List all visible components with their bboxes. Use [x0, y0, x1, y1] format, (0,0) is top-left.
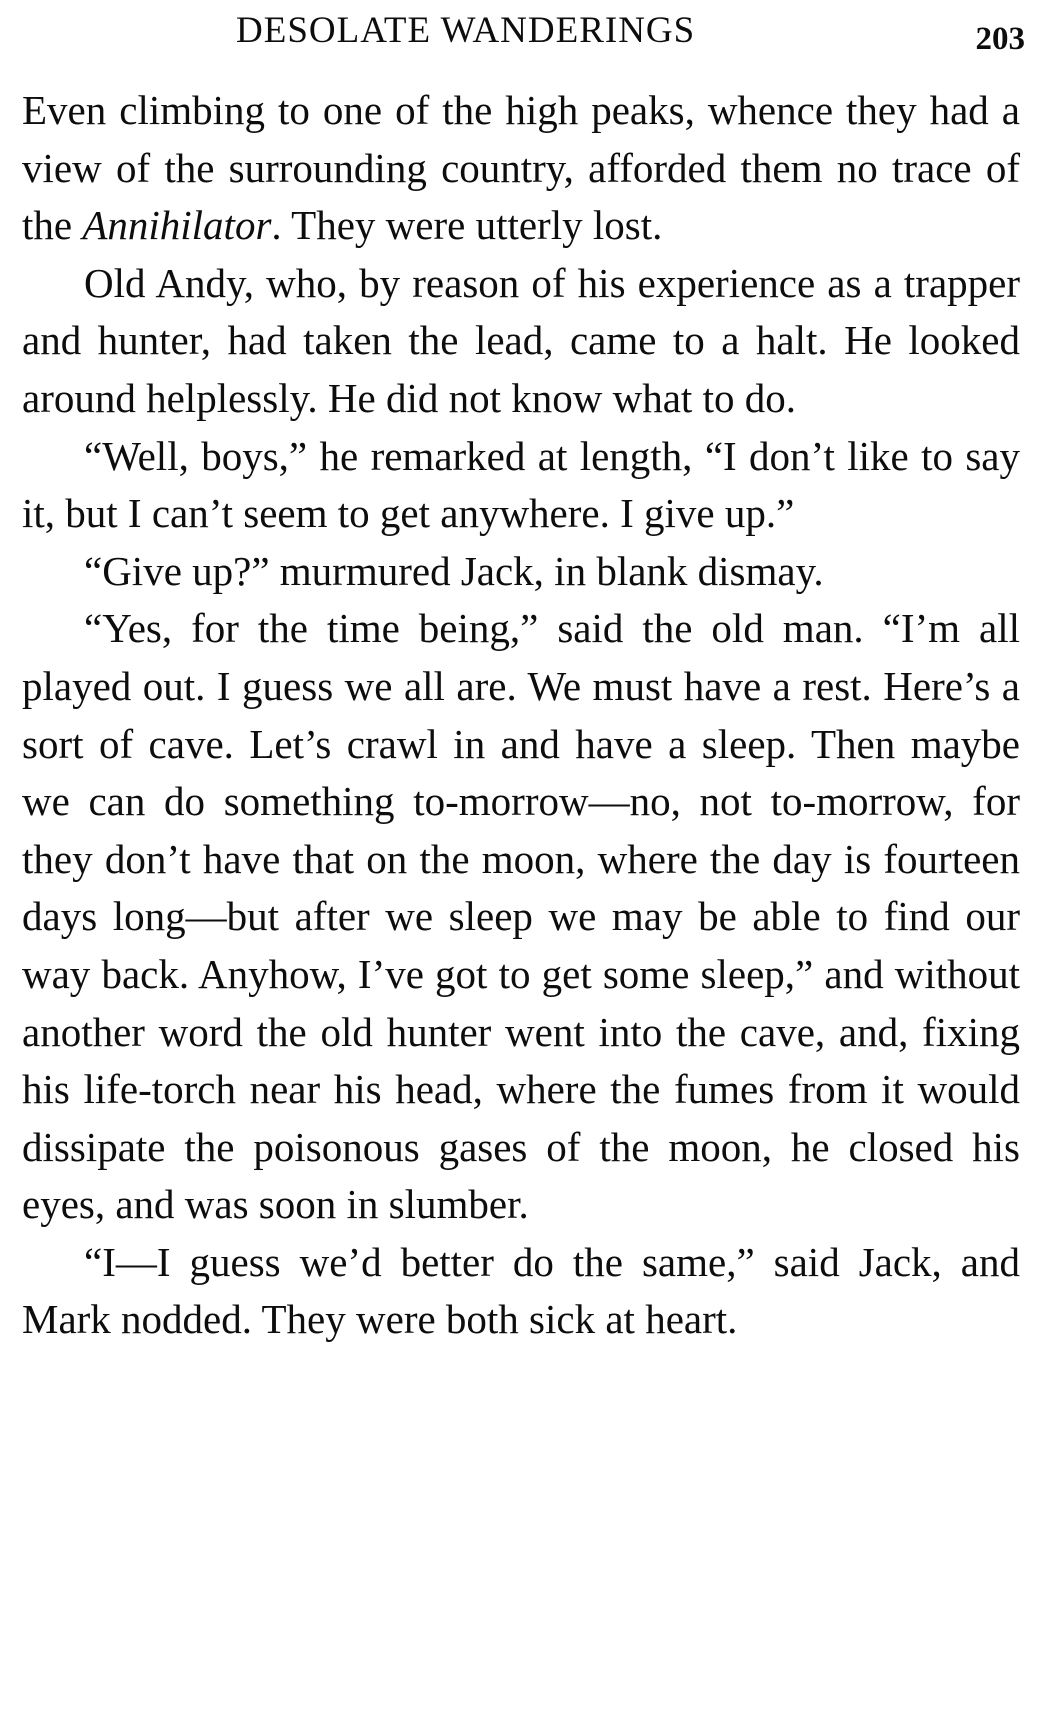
paragraph-5: “Yes, for the time being,” said the old man. “I’m all played out. I guess we all are. We must have a rest. Here’s a sort of cave. Let’s crawl in and have a sleep. Then maybe we can do something to-morrow—no, not to-morrow, for they don’t have that on the moon, where the day is fourteen days long—but after we sleep we may be able to find our way back. Anyhow, I’ve got to get some sleep,” and without another word the old hunter went into the cave, and, fixing his life-torch near his head, where the fumes from it would dissipate the poisonous gases of the moon, he closed his eyes, and was soon in slumber. — [22, 605, 1020, 1228]
page-number: 203 — [975, 21, 1025, 57]
text-body — [22, 82, 1020, 1349]
paragraph-1-text-start: Even climbing to one of the high peaks, whence they had a view of the surrounding country, afforded them no trace of the — [22, 87, 1020, 249]
paragraph-2: Old Andy, who, by reason of his experience as a trapper and hunter, had taken the lead, came to a halt. He looked around helplessly. He did not know what to do. — [22, 259, 1020, 421]
paragraph-3: “Well, boys,” he remarked at length, “I don’t like to say it, but I can’t seem to get anywhere. I give up.” — [22, 432, 1020, 537]
paragraph-1 — [22, 82, 1020, 255]
paragraph-1-text-end: . They were utterly lost. — [271, 202, 663, 249]
running-head — [236, 6, 1025, 56]
paragraph-6: “I—I guess we’d better do the same,” said Jack, and Mark nodded. They were both sick at heart. — [22, 1238, 1020, 1343]
ship-name: Annihilator — [82, 202, 272, 249]
paragraph-4: “Give up?” murmured Jack, in blank dismay. — [84, 547, 824, 594]
running-title: DESOLATE WANDERINGS — [236, 10, 696, 51]
